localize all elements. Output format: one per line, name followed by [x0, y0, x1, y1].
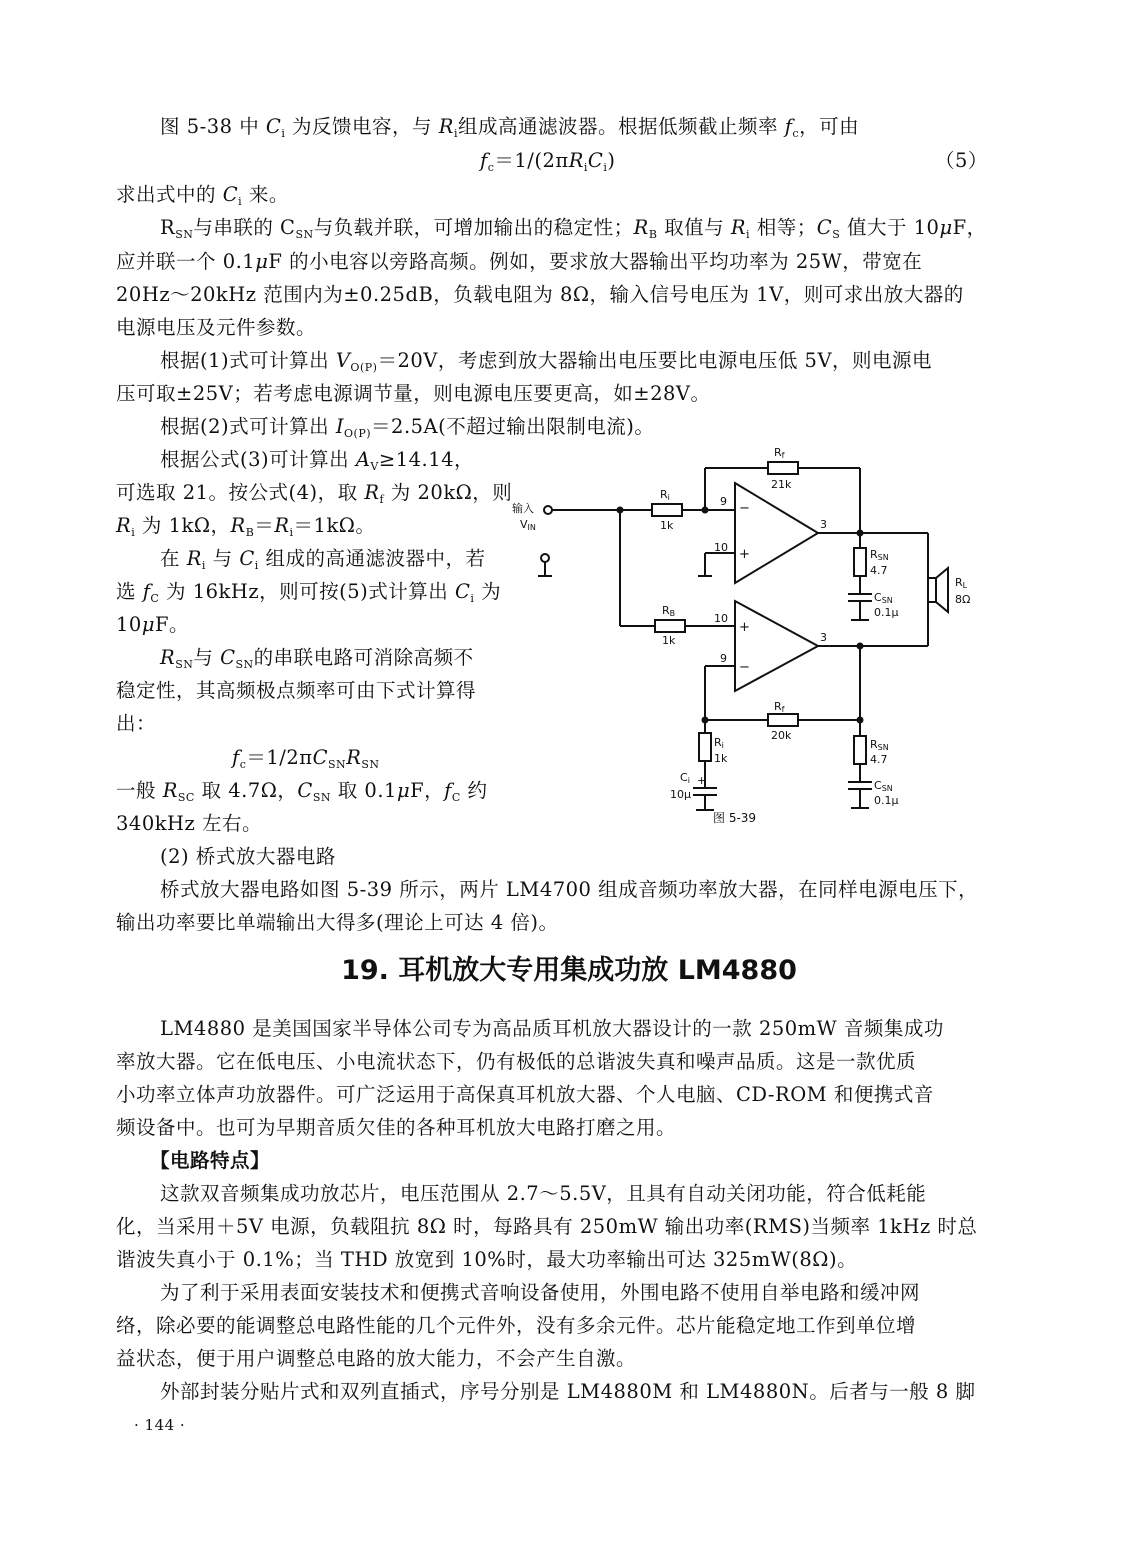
- paragraph-line: 选 $f_C$ 为 16kHz，则可按(5)式计算出 $C_i$ 为: [116, 580, 502, 605]
- ri-top-label: Ri: [660, 488, 670, 502]
- text: ): [607, 149, 616, 172]
- text: f: [784, 115, 793, 138]
- formula-line: $f_c=1/2\pi C_{SN}R_{SN}$: [232, 746, 380, 771]
- paragraph-line: 在 $R_i$ 与 $C_i$ 组成的高通滤波器中，若: [160, 547, 486, 572]
- text: 求出式中的: [116, 183, 223, 206]
- ri-bottom-label: Ri: [714, 736, 724, 750]
- paragraph-line: 为了利于采用表面安装技术和便携式音响设备使用，外围电路不使用自举电路和缓冲网: [160, 1281, 921, 1304]
- paragraph-line: (2) 桥式放大器电路: [160, 845, 336, 868]
- paragraph-line: 络，除必要的能调整总电路性能的几个元件外，没有多余元件。芯片能稳定地工作到单位增: [116, 1314, 917, 1337]
- text: 来。: [242, 183, 289, 206]
- paragraph-line: $R_{SN}$与 $C_{SN}$的串联电路可消除高频不: [160, 646, 474, 671]
- pin-label: 3: [820, 518, 827, 531]
- rf-bottom-value: 20k: [771, 729, 792, 742]
- paragraph-line: 可选取 21。按公式(4)，取 $R_f$ 为 20kΩ，则: [116, 481, 513, 506]
- csn-top-label: CSN: [874, 591, 893, 605]
- text: 组成高通滤波器。根据低频截止频率: [457, 115, 785, 138]
- minus-sign: −: [739, 501, 750, 516]
- rsn-bottom-value: 4.7: [870, 753, 888, 766]
- section-title: 19. 耳机放大专用集成功放 LM4880: [341, 955, 797, 986]
- text: C: [222, 183, 239, 206]
- text: c: [792, 127, 800, 140]
- paragraph-line: 外部封装分贴片式和双列直插式，序号分别是 LM4880M 和 LM4880N。后者与一般 8 脚: [160, 1380, 976, 1403]
- paragraph-line: 20Hz～20kHz 范围内为±0.25dB，负载电阻为 8Ω，输入信号电压为 1V，则可求出放大器的: [116, 283, 964, 306]
- rsn-bottom-label: RSN: [870, 738, 889, 752]
- text: i: [453, 127, 458, 140]
- ci-value: 10μ: [670, 788, 691, 801]
- text: C: [587, 149, 604, 172]
- paragraph-line: 应并联一个 0.1μF 的小电容以旁路高频。例如，要求放大器输出平均功率为 25W，带宽在: [116, 250, 923, 273]
- paragraph-line: 桥式放大器电路如图 5-39 所示，两片 LM4700 组成音频功率放大器，在同样电源电压下，: [160, 878, 979, 901]
- paragraph-line: 益状态，便于用户调整总电路的放大能力，不会产生自激。: [116, 1347, 637, 1370]
- paragraph-line: $R_i$ 为 1kΩ，$R_B=R_i=1k\Omega$。: [116, 514, 376, 539]
- paragraph-line: 小功率立体声功放器件。可广泛运用于高保真耳机放大器、个人电脑、CD-ROM 和便携式音: [116, 1083, 934, 1106]
- pin-label: 10: [714, 612, 728, 625]
- plus-sign: +: [697, 774, 707, 787]
- text: R: [438, 115, 454, 138]
- features-heading: 【电路特点】: [150, 1149, 271, 1172]
- rl-value: 8Ω: [955, 593, 971, 606]
- paragraph-line: 输出功率要比单端输出大得多(理论上可达 4 倍)。: [116, 911, 559, 934]
- paragraph-line: 这款双音频集成功放芯片，电压范围从 2.7～5.5V，且具有自动关闭功能，符合低耗能: [160, 1182, 927, 1205]
- equation-number: （5）: [935, 149, 988, 172]
- text: i: [583, 161, 588, 174]
- rsn-top-value: 4.7: [870, 564, 888, 577]
- pin-label: 10: [714, 541, 728, 554]
- rb-label: RB: [662, 604, 676, 618]
- paragraph-line: 频设备中。也可为早期音质欠佳的各种耳机放大电路打磨之用。: [116, 1116, 677, 1139]
- text: C: [265, 115, 282, 138]
- paragraph-line: 一般 $R_{SC}$ 取 4.7Ω，$C_{SN}$ 取 0.1μF，$f_C$ 约: [116, 779, 488, 804]
- pin-label: 9: [720, 495, 727, 508]
- paragraph-line: 压可取±25V；若考虑电源调节量，则电源电压要更高，如±28V。: [116, 382, 711, 405]
- paragraph-line: 出：: [116, 712, 157, 735]
- paragraph-line: 根据(1)式可计算出 $V_{O(P)}=20V$，考虑到放大器输出电压要比电源电压低 5V，则电源电: [160, 349, 933, 374]
- text: 图 5-38 中: [160, 115, 266, 138]
- text: ＝1/(2π: [494, 149, 569, 172]
- page-number: · 144 ·: [134, 1416, 186, 1434]
- rl-label: RL: [955, 576, 968, 590]
- text: i: [281, 127, 286, 140]
- text: ，可由: [799, 115, 860, 138]
- equation-5: [480, 148, 615, 181]
- ri-top-value: 1k: [660, 519, 674, 532]
- vin-label: VIN: [520, 518, 536, 532]
- text: i: [238, 195, 243, 208]
- text: f: [480, 149, 488, 172]
- minus-sign: −: [739, 660, 750, 675]
- pin-label: 3: [820, 631, 827, 644]
- text: 为反馈电容，与: [285, 115, 439, 138]
- paragraph-line: $R_{SN}$与串联的 $C_{SN}$与负载并联，可增加输出的稳定性；$R_B$ 取值与 $R_i$ 相等；$C_S$ 值大于 10μF，: [160, 216, 987, 241]
- input-label: 输入: [512, 502, 534, 515]
- paragraph-line: [160, 114, 859, 147]
- rf-bottom-label: Rf: [774, 700, 785, 714]
- ri-bottom-value: 1k: [714, 752, 728, 765]
- paragraph-line: 电源电压及元件参数。: [116, 316, 317, 339]
- plus-sign: +: [739, 620, 750, 635]
- paragraph-line: LM4880 是美国国家半导体公司专为高品质耳机放大器设计的一款 250mW 音频集成功: [160, 1017, 944, 1040]
- paragraph-line: 谐波失真小于 0.1%；当 THD 放宽到 10%时，最大功率输出可达 325mW(8Ω)。: [116, 1248, 858, 1271]
- paragraph-line: 稳定性，其高频极点频率可由下式计算得: [116, 679, 477, 702]
- paragraph-line: 率放大器。它在低电压、小电流状态下，仍有极低的总谐波失真和噪声品质。这是一款优质: [116, 1050, 917, 1073]
- rf-top-value: 21k: [771, 478, 792, 491]
- paragraph-line: [116, 182, 289, 215]
- csn-bottom-value: 0.1μ: [874, 794, 899, 807]
- pin-label: 9: [720, 652, 727, 665]
- rb-value: 1k: [662, 634, 676, 647]
- paragraph-line: 化，当采用＋5V 电源，负载阻抗 8Ω 时，每路具有 250mW 输出功率(RMS)当频率 1kHz 时总: [116, 1215, 978, 1238]
- text: R: [568, 149, 584, 172]
- rf-top-label: Rf: [774, 446, 785, 460]
- paragraph-line: 340kHz 左右。: [116, 812, 263, 835]
- paragraph-line: 10μF。: [116, 613, 190, 636]
- paragraph-line: 根据公式(3)可计算出 $A_V\ge 14.14$，: [160, 448, 475, 473]
- plus-sign: +: [739, 547, 750, 562]
- text: i: [603, 161, 608, 174]
- text: c: [487, 161, 495, 174]
- ci-label: Ci: [680, 771, 690, 785]
- paragraph-line: 根据(2)式可计算出 $I_{O(P)}=2.5A$(不超过输出限制电流)。: [160, 415, 655, 440]
- csn-top-value: 0.1μ: [874, 606, 899, 619]
- figure-caption: 图 5-39: [713, 811, 757, 825]
- csn-bottom-label: CSN: [874, 779, 893, 793]
- rsn-top-label: RSN: [870, 548, 889, 562]
- circuit-diagram: [500, 438, 980, 838]
